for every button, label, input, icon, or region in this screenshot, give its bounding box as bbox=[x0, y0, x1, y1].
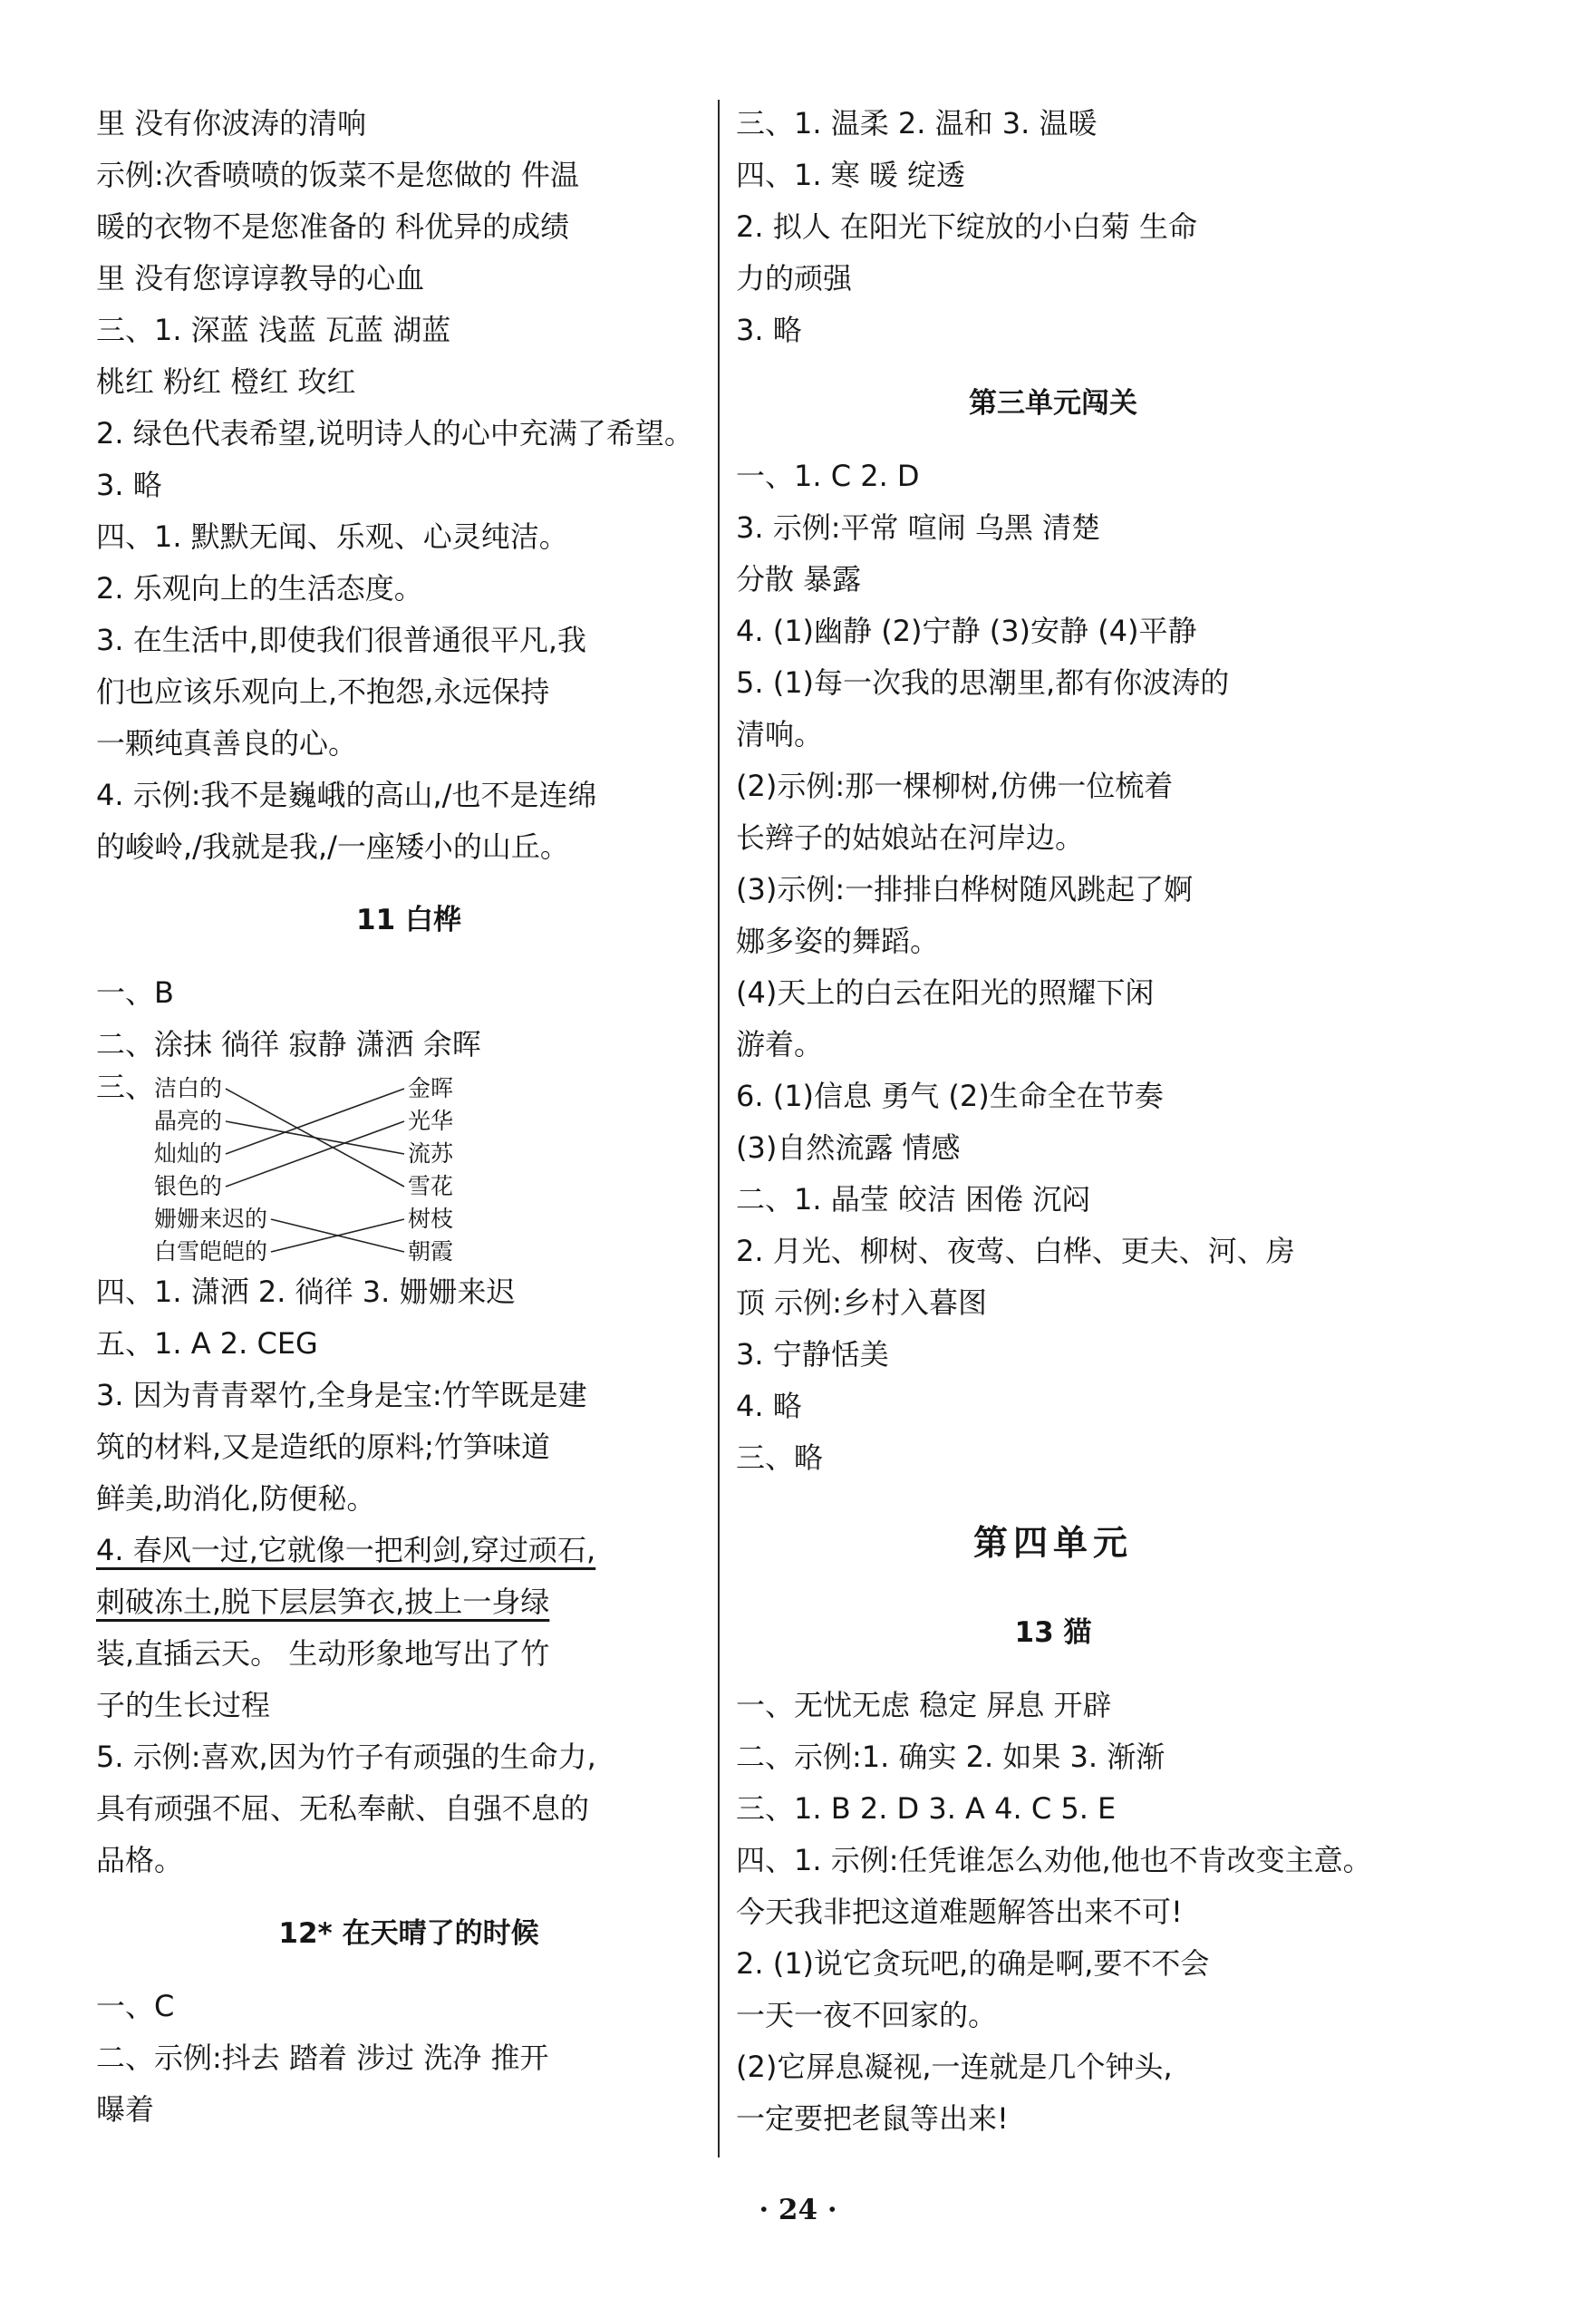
answer-line: 三、略 bbox=[736, 1440, 824, 1475]
section-heading: 11 白桦 bbox=[356, 904, 461, 936]
answer-line: 一颗纯真善良的心。 bbox=[96, 726, 358, 761]
matching-left-word: 晶亮的 bbox=[154, 1108, 223, 1134]
answer-line: 品格。 bbox=[96, 1843, 184, 1877]
answer-line: 3. 宁静恬美 bbox=[736, 1337, 889, 1372]
answer-line: 清响。 bbox=[736, 717, 824, 751]
matching-left-word: 洁白的 bbox=[154, 1075, 223, 1101]
answer-line: 刺破冻土,脱下层层笋衣,披上一身绿 bbox=[96, 1585, 550, 1619]
answer-line: 筑的材料,又是造纸的原料;竹笋味道 bbox=[96, 1430, 550, 1464]
answer-line: 游着。 bbox=[736, 1027, 824, 1062]
matching-lead: 三、 bbox=[96, 1070, 155, 1104]
answer-line: 四、1. 示例:任凭谁怎么劝他,他也不肯改变主意。 bbox=[736, 1843, 1372, 1877]
answer-line: (3)示例:一排排白桦树随风跳起了婀 bbox=[736, 872, 1194, 906]
matching-right-word: 朝霞 bbox=[408, 1238, 454, 1265]
section-heading: 13 猫 bbox=[1014, 1616, 1092, 1649]
answer-line: (3)自然流露 情感 bbox=[736, 1130, 961, 1165]
unit-heading: 第四单元 bbox=[972, 1522, 1133, 1563]
answer-line: 4. 春风一过,它就像一把利剑,穿过顽石, bbox=[96, 1533, 596, 1567]
matching-right-word: 光华 bbox=[408, 1108, 454, 1134]
left-lines-top bbox=[96, 98, 721, 1071]
answer-line: 五、1. A 2. CEG bbox=[96, 1326, 318, 1361]
answer-line: 一、C bbox=[96, 1989, 175, 2023]
answer-line: 四、1. 寒 暖 绽透 bbox=[736, 158, 966, 192]
matching-exercise bbox=[96, 1071, 721, 1266]
answer-line: 一、无忧无虑 稳定 屏息 开辟 bbox=[736, 1688, 1112, 1722]
matching-left-word: 灿灿的 bbox=[154, 1140, 223, 1167]
answer-line: 2. 绿色代表希望,说明诗人的心中充满了希望。 bbox=[96, 416, 693, 451]
answer-line: 二、涂抹 徜徉 寂静 潇洒 余晖 bbox=[96, 1027, 481, 1062]
answer-line: 6. (1)信息 勇气 (2)生命全在节奏 bbox=[736, 1079, 1164, 1113]
answer-line: 3. 示例:平常 喧闹 乌黑 清楚 bbox=[736, 510, 1101, 545]
matching-left-word: 白雪皑皑的 bbox=[154, 1238, 268, 1265]
answer-line: 分散 暴露 bbox=[736, 562, 862, 596]
matching-line bbox=[226, 1089, 404, 1154]
answer-line: 二、示例:1. 确实 2. 如果 3. 渐渐 bbox=[736, 1740, 1166, 1774]
answer-line: 二、1. 晶莹 皎洁 困倦 沉闷 bbox=[736, 1182, 1091, 1217]
left-lines-bottom bbox=[96, 1266, 721, 2136]
answer-line: (4)天上的白云在阳光的照耀下闲 bbox=[736, 975, 1155, 1010]
answer-line: 三、1. B 2. D 3. A 4. C 5. E bbox=[736, 1791, 1117, 1826]
answer-line: 一天一夜不回家的。 bbox=[736, 1998, 998, 2032]
right-column bbox=[736, 98, 1370, 2145]
section-heading: 第三单元闯关 bbox=[969, 387, 1137, 420]
matching-left-word: 银色的 bbox=[154, 1173, 223, 1199]
answer-line: 具有顽强不屈、无私奉献、自强不息的 bbox=[96, 1791, 590, 1826]
answer-line: 示例:次香喷喷的饭菜不是您做的 件温 bbox=[96, 158, 579, 192]
left-column bbox=[96, 98, 721, 2136]
answer-line: 4. 示例:我不是巍峨的高山,/也不是连绵 bbox=[96, 778, 597, 812]
matching-line bbox=[226, 1121, 404, 1187]
answer-line: 3. 略 bbox=[736, 313, 802, 347]
answer-line: 三、1. 深蓝 浅蓝 瓦蓝 湖蓝 bbox=[96, 313, 451, 347]
matching-right-word: 流苏 bbox=[408, 1140, 454, 1167]
matching-right-word: 雪花 bbox=[408, 1173, 454, 1199]
answer-line: 2. (1)说它贪玩吧,的确是啊,要不不会 bbox=[736, 1946, 1210, 1981]
answer-line: 力的顽强 bbox=[736, 261, 853, 296]
answer-line: (2)它屏息凝视,一连就是几个钟头, bbox=[736, 2050, 1173, 2084]
answer-line: 3. 在生活中,即使我们很普通很平凡,我 bbox=[96, 623, 587, 657]
answer-line: 今天我非把这道难题解答出来不可! bbox=[736, 1895, 1183, 1929]
answer-line: 里 没有您谆谆教导的心血 bbox=[96, 261, 425, 296]
answer-line: 的峻岭,/我就是我,/一座矮小的山丘。 bbox=[96, 829, 569, 864]
answer-line: 2. 乐观向上的生活态度。 bbox=[96, 571, 423, 606]
answer-line: 装,直插云天。 生动形象地写出了竹 bbox=[96, 1636, 550, 1671]
answer-line: 一、B bbox=[96, 975, 174, 1010]
answer-line: 暖的衣物不是您准备的 科优异的成绩 bbox=[96, 209, 570, 244]
answer-line: 三、1. 温柔 2. 温和 3. 温暖 bbox=[736, 106, 1098, 141]
answer-line: 5. 示例:喜欢,因为竹子有顽强的生命力, bbox=[96, 1740, 596, 1774]
answer-line: 子的生长过程 bbox=[96, 1688, 271, 1722]
answer-line: 里 没有你波涛的清响 bbox=[96, 106, 367, 141]
answer-line: 3. 略 bbox=[96, 468, 162, 502]
answer-line: 2. 拟人 在阳光下绽放的小白菊 生命 bbox=[736, 209, 1198, 244]
matching-line bbox=[226, 1121, 404, 1154]
answer-line: 长辫子的姑娘站在河岸边。 bbox=[736, 820, 1085, 855]
answer-line: (2)示例:那一棵柳树,仿佛一位梳着 bbox=[736, 769, 1174, 803]
answer-line: 娜多姿的舞蹈。 bbox=[736, 924, 940, 958]
answer-line: 桃红 粉红 橙红 玫红 bbox=[96, 364, 356, 399]
section-heading: 12* 在天晴了的时候 bbox=[278, 1917, 539, 1950]
matching-lines bbox=[96, 1071, 459, 1266]
answer-line: 4. (1)幽静 (2)宁静 (3)安静 (4)平静 bbox=[736, 614, 1197, 648]
answer-line: 四、1. 潇洒 2. 徜徉 3. 姗姗来迟 bbox=[96, 1275, 516, 1309]
answer-line: 二、示例:抖去 踏着 涉过 洗净 推开 bbox=[96, 2041, 549, 2075]
matching-right-word: 树枝 bbox=[408, 1206, 454, 1232]
answer-line: 3. 因为青青翠竹,全身是宝:竹竿既是建 bbox=[96, 1378, 587, 1412]
answer-line: 顶 示例:乡村入暮图 bbox=[736, 1285, 987, 1320]
answer-line: 4. 略 bbox=[736, 1389, 802, 1423]
answer-line: 一定要把老鼠等出来! bbox=[736, 2101, 1009, 2136]
answer-line: 鲜美,助消化,防便秘。 bbox=[96, 1481, 376, 1516]
matching-left-word: 姗姗来迟的 bbox=[154, 1206, 268, 1232]
answer-line: 曝着 bbox=[96, 2092, 155, 2127]
page-number: · 24 · bbox=[759, 2194, 837, 2226]
answer-line: 四、1. 默默无闻、乐观、心灵纯洁。 bbox=[96, 519, 568, 554]
answer-line: 2. 月光、柳树、夜莺、白桦、更夫、河、房 bbox=[736, 1234, 1295, 1268]
answer-line: 5. (1)每一次我的思潮里,都有你波涛的 bbox=[736, 665, 1230, 700]
matching-right-word: 金晖 bbox=[408, 1075, 454, 1101]
answer-line: 一、1. C 2. D bbox=[736, 459, 920, 493]
answer-line: 们也应该乐观向上,不抱怨,永远保持 bbox=[96, 674, 550, 709]
